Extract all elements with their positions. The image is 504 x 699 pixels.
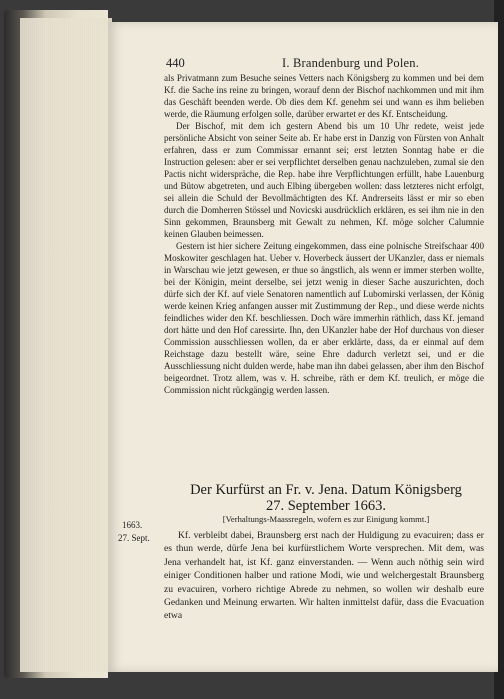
document-title-line-1: Der Kurfürst an Fr. v. Jena. Datum Königsberg bbox=[190, 482, 462, 498]
margin-year: 1663. bbox=[122, 520, 143, 530]
document-body-paragraph: Kf. verbleibt dabei, Braunsberg erst nach der Huldigung zu evacuiren; dass er es thun werde, dürfe Jena bei kurfürstlichem Worte versprechen. Mit dem, was Jena verhandelt hat, ist Kf. ganz einverstanden. — Wenn auch nöthig sein wird einiger Conditionen halber und ratione Modi, wie und welchergestalt Braunsberg zu evacuiren, vorhero richtige Abrede zu nehmen, so wollen wir deshalb eure Gedanken und Meinung erwarten. Wir halten inmittelst dafür, dass die Evacuation etwa bbox=[164, 530, 484, 622]
margin-date-note bbox=[118, 519, 168, 545]
letter-continuation bbox=[164, 72, 484, 396]
page-number: 440 bbox=[166, 56, 185, 70]
paragraph: Der Bischof, mit dem ich gestern Abend bis um 10 Uhr redete, weist jede persönliche Absicht von seiner Seite ab. Er habe erst in Danzig von Fürsten von Anhalt erfahren, dass er zum Commissar ernannt sei; erst letzten Sonntag habe er die Instruction gelesen: aber er sei verpflichtet derselben genau nachzuleben, zumal sie den Pactis nicht widerspräche, die Rep. habe ihre Verpflichtungen erfüllt, habe Lauenburg und Bütow abgetreten, und auch Elbing übergeben wollen: dass letzteres nicht erfolgt, sei allein die Schuld der Bevollmächtigten des Kf. Andrerseits lässt er mir so eben durch die Domherren Stössel und Novicski ausdrücklich erklären, es sei ihm nie in den Sinn gekommen, Braunsberg mit Gewalt zu nehmen, Kf. möge solcher Calumnie keinen Glauben beimessen. bbox=[164, 121, 484, 239]
page-stack-texture bbox=[20, 18, 112, 672]
document-title-line-2: 27. September 1663. bbox=[265, 498, 386, 514]
document-title bbox=[168, 482, 484, 514]
running-title: I. Brandenburg und Polen. bbox=[282, 56, 420, 70]
paragraph: als Privatmann zum Besuche seines Vetters nach Königsberg zu kommen und bei dem Kf. die Sache ins reine zu bringen, worauf denn der Bischof nachkommen und mit ihm das Geschäft beenden werde. Ob dies dem Kf. genehm sei und wann es ihm belieben werde, die Räumung erfolgen solle, darüber erwartet er des Kf. Entscheidung. bbox=[164, 73, 484, 119]
book-page bbox=[108, 22, 498, 672]
document-summary: [Verhaltungs-Maassregeln, wofern es zur Einigung kommt.] bbox=[222, 514, 430, 524]
margin-date: 27. Sept. bbox=[118, 533, 150, 543]
paragraph: Gestern ist hier sichere Zeitung eingekommen, dass eine polnische Streifschaar 400 Moskowiter geschlagen hat. Ueber v. Hoverbeck äussert der UKanzler, dass er niemals in Warschau wie jetzt gewesen, er thue so ängstlich, als wenn er immer sterben wollte, bei der Königin, meint derselbe, sei jetzt wenig in dieser Sache auszurichten, doch dürfe sich der Kf. auf viele Senatoren namentlich auf Lubomirski verlassen, der König werde keinen Krieg anfangen ausser mit Zustimmung der Rep., und diese werde nichts feindliches wider den Kf. beschliessen. Doch wäre immerhin räthlich, dass Kf. jemand dort hätte und den Hof caressirte. Ihn, den UKanzler habe der Hof durchaus von dieser Commission ausschliessen wollen, da er aber erklärte, dass, da er einmal auf dem Reichstage dazu bestellt wäre, seine Ehre dadurch verletzt sei, und er die Ausschliessung nicht dulden werde, habe man ihn dabei gelassen, aber ihm den Bischof beigeordnet. Trotz allem, was v. H. schreibe, räth er dem Kf. treulich, er möge die Commission nicht rückgängig werden lassen. bbox=[164, 241, 484, 395]
document-body bbox=[164, 529, 484, 623]
